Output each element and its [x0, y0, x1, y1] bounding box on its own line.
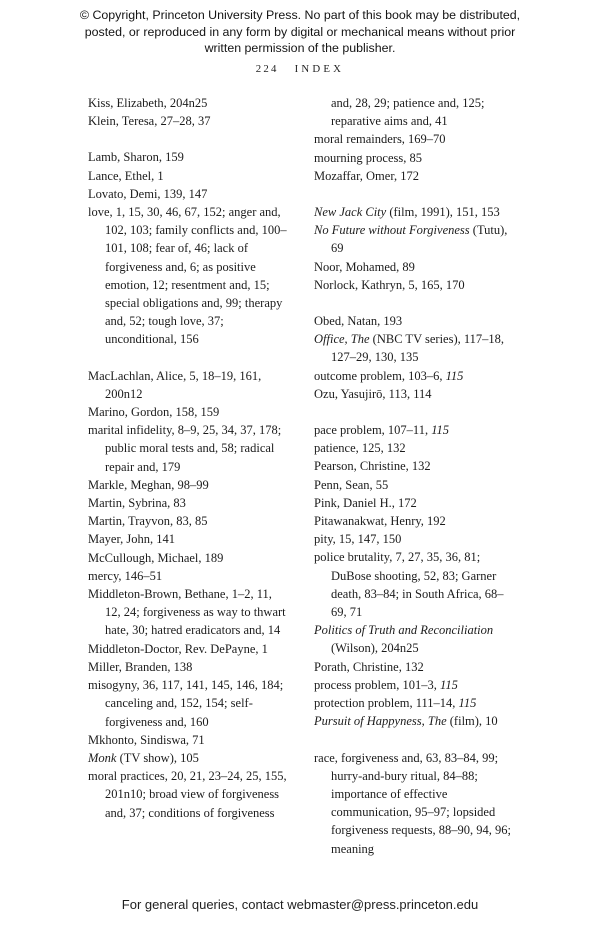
index-entry-title-segment: 115: [458, 696, 477, 711]
index-entry: [88, 94, 288, 112]
index-entry: [88, 494, 288, 512]
index-entry: [88, 658, 288, 676]
index-entry-title-segment: 115: [440, 677, 458, 692]
page-number: 224: [255, 63, 279, 75]
index-entry-text-segment: Middleton-Brown, Bethane, 1–2, 11, 12, 24; forgiveness as way to thwart hate, 30; hatred eradicators and, 14: [88, 587, 286, 638]
index-entry-text-segment: patience, 125, 132: [314, 441, 406, 456]
index-entry: [314, 130, 514, 148]
index-entry: [314, 621, 514, 657]
index-entry-title-segment: 115: [431, 423, 450, 438]
index-entry: [314, 203, 514, 221]
index-entry-text-segment: love, 1, 15, 30, 46, 67, 152; anger and, 102, 103; family conflicts and, 100–101, 108; fear of, 46; lack of forgiveness and, 6; as positive emotion, 12; resentment and, 15; special obligations and, 99; therapy and, 52; tough love, 37; unconditional, 156: [88, 205, 287, 347]
index-entry-text-segment: Obed, Natan, 193: [314, 314, 403, 329]
index-entry-text-segment: Norlock, Kathryn, 5, 165, 170: [314, 277, 465, 292]
index-entry-text-segment: Lance, Ethel, 1: [88, 168, 164, 183]
index-entry: [88, 476, 288, 494]
index-entry-text-segment: Martin, Trayvon, 83, 85: [88, 514, 208, 529]
index-entry: [314, 421, 514, 439]
index-entry-title-segment: Politics of Truth and Reconciliation: [314, 623, 494, 638]
index-entry-text-segment: (Wilson), 204n25: [331, 641, 419, 656]
index-entry-title-segment: Pursuit of Happyness, The: [314, 714, 447, 729]
index-entry-text-segment: (NBC TV series), 117–18, 127–29, 130, 135: [331, 332, 505, 365]
index-entry-text-segment: Pink, Daniel H., 172: [314, 495, 417, 510]
index-entry: [314, 749, 514, 858]
entry-gap: [314, 731, 514, 749]
entry-gap: [314, 185, 514, 203]
index-entry: [88, 567, 288, 585]
index-entry-text-segment: (Tutu), 69: [331, 223, 508, 256]
index-entry: [314, 439, 514, 457]
index-entry: [314, 494, 514, 512]
index-entry: [314, 149, 514, 167]
index-entry-text-segment: race, forgiveness and, 63, 83–84, 99; hurry-and-bury ritual, 84–88; importance of effective communication, 95–97; lopsided forgiveness requests, 88–90, 94, 96; meaning: [314, 750, 511, 856]
index-entry-text-segment: police brutality, 7, 27, 35, 36, 81; DuBose shooting, 52, 83; Garner death, 83–84; in South Africa, 68–69, 71: [314, 550, 504, 620]
index-entry: [314, 330, 514, 366]
index-entry: [88, 203, 288, 349]
index-entry: [88, 549, 288, 567]
index-entry: [88, 403, 288, 421]
index-entry-text-segment: Pitawanakwat, Henry, 192: [314, 514, 446, 529]
index-entry: [88, 167, 288, 185]
index-entry-text-segment: pace problem, 107–11,: [314, 423, 432, 438]
index-entry: [314, 457, 514, 475]
index-entry-title-segment: No Future without Forgiveness: [314, 223, 470, 238]
index-entry-text-segment: Ozu, Yasujirō, 113, 114: [314, 386, 432, 401]
index-entry: [314, 694, 514, 712]
index-entry-title-segment: Monk: [88, 750, 117, 765]
index-entry: [314, 167, 514, 185]
index-entry-text-segment: (film), 10: [446, 714, 498, 729]
entry-gap: [314, 403, 514, 421]
index-entry-text-segment: (TV show), 105: [116, 750, 199, 765]
copyright-notice: © Copyright, Princeton University Press. No part of this book may be distributed, posted, or reproduced in any form by digital or mechanical means without prior written permission of the publisher.: [79, 8, 521, 56]
index-entry: [88, 367, 288, 403]
index-entry: [88, 640, 288, 658]
index-entry-title-segment: Office, The: [314, 332, 370, 347]
entry-gap: [314, 294, 514, 312]
index-entry-text-segment: and, 28, 29; patience and, 125; reparative aims and, 41: [331, 96, 485, 129]
entry-gap: [88, 349, 288, 367]
index-entry-text-segment: Markle, Meghan, 98–99: [88, 477, 209, 492]
running-head: [0, 63, 600, 75]
index-entry-text-segment: Noor, Mohamed, 89: [314, 259, 415, 274]
index-entry: [88, 585, 288, 640]
index-entry-text-segment: Mkhonto, Sindiswa, 71: [88, 732, 205, 747]
index-entry-title-segment: 115: [445, 368, 464, 383]
index-entry: [314, 476, 514, 494]
index-entry-text-segment: Mayer, John, 141: [88, 532, 175, 547]
index-entry-text-segment: mercy, 146–51: [88, 568, 163, 583]
index-entry: [88, 112, 288, 130]
index-entry-text-segment: Pearson, Christine, 132: [314, 459, 431, 474]
index-entry: [314, 312, 514, 330]
index-entry: [314, 221, 514, 257]
index-entry: [314, 676, 514, 694]
index-entry: [314, 276, 514, 294]
index-entry-title-segment: New Jack City: [314, 205, 387, 220]
index-entry: [88, 148, 288, 166]
index-entry: [314, 530, 514, 548]
index-entry: [88, 512, 288, 530]
index-entry-text-segment: Lamb, Sharon, 159: [88, 150, 184, 165]
index-entry-text-segment: marital infidelity, 8–9, 25, 34, 37, 178; public moral tests and, 58; radical repair and, 179: [88, 423, 282, 474]
index-entry-text-segment: Mozaffar, Omer, 172: [314, 168, 419, 183]
index-entry-text-segment: Martin, Sybrina, 83: [88, 496, 186, 511]
index-column-left: [88, 94, 288, 858]
index-entry-text-segment: pity, 15, 147, 150: [314, 532, 402, 547]
index-entry: [314, 367, 514, 385]
index-entry-text-segment: misogyny, 36, 117, 141, 145, 146, 184; canceling and, 152, 154; self-forgiveness and, 160: [88, 678, 284, 729]
index-entry: [314, 658, 514, 676]
index-entry: [314, 548, 514, 621]
index-entry: [314, 258, 514, 276]
index-columns: [88, 94, 514, 858]
index-entry-text-segment: process problem, 101–3,: [314, 677, 441, 692]
index-entry: [314, 94, 514, 130]
index-entry-text-segment: Miller, Branden, 138: [88, 659, 193, 674]
index-entry-text-segment: Marino, Gordon, 158, 159: [88, 405, 220, 420]
index-entry-text-segment: mourning process, 85: [314, 150, 422, 165]
index-entry: [314, 512, 514, 530]
index-entry: [88, 676, 288, 731]
index-entry-text-segment: McCullough, Michael, 189: [88, 550, 224, 565]
footer-contact: For general queries, contact webmaster@press.princeton.edu: [121, 897, 479, 912]
index-entry-text-segment: (film, 1991), 151, 153: [386, 205, 500, 220]
index-entry: [314, 712, 514, 730]
section-title: INDEX: [294, 63, 345, 75]
index-entry-text-segment: protection problem, 111–14,: [314, 696, 459, 711]
index-entry-text-segment: moral practices, 20, 21, 23–24, 25, 155, 201n10; broad view of forgiveness and, 37; conditions of forgiveness: [88, 769, 287, 820]
index-entry: [88, 731, 288, 749]
index-entry: [88, 749, 288, 767]
index-entry: [88, 185, 288, 203]
index-entry: [88, 421, 288, 476]
index-entry-text-segment: moral remainders, 169–70: [314, 132, 446, 147]
index-entry-text-segment: Penn, Sean, 55: [314, 477, 389, 492]
index-entry-text-segment: MacLachlan, Alice, 5, 18–19, 161, 200n12: [88, 368, 262, 401]
index-entry: [88, 530, 288, 548]
index-entry: [314, 385, 514, 403]
index-entry-text-segment: outcome problem, 103–6,: [314, 368, 446, 383]
index-entry-text-segment: Klein, Teresa, 27–28, 37: [88, 114, 211, 129]
index-entry-text-segment: Kiss, Elizabeth, 204n25: [88, 96, 208, 110]
index-entry-text-segment: Middleton-Doctor, Rev. DePayne, 1: [88, 641, 268, 656]
index-column-right: [314, 94, 514, 858]
index-entry-text-segment: Porath, Christine, 132: [314, 659, 424, 674]
entry-gap: [88, 130, 288, 148]
index-entry-text-segment: Lovato, Demi, 139, 147: [88, 186, 208, 201]
index-entry: [88, 767, 288, 822]
